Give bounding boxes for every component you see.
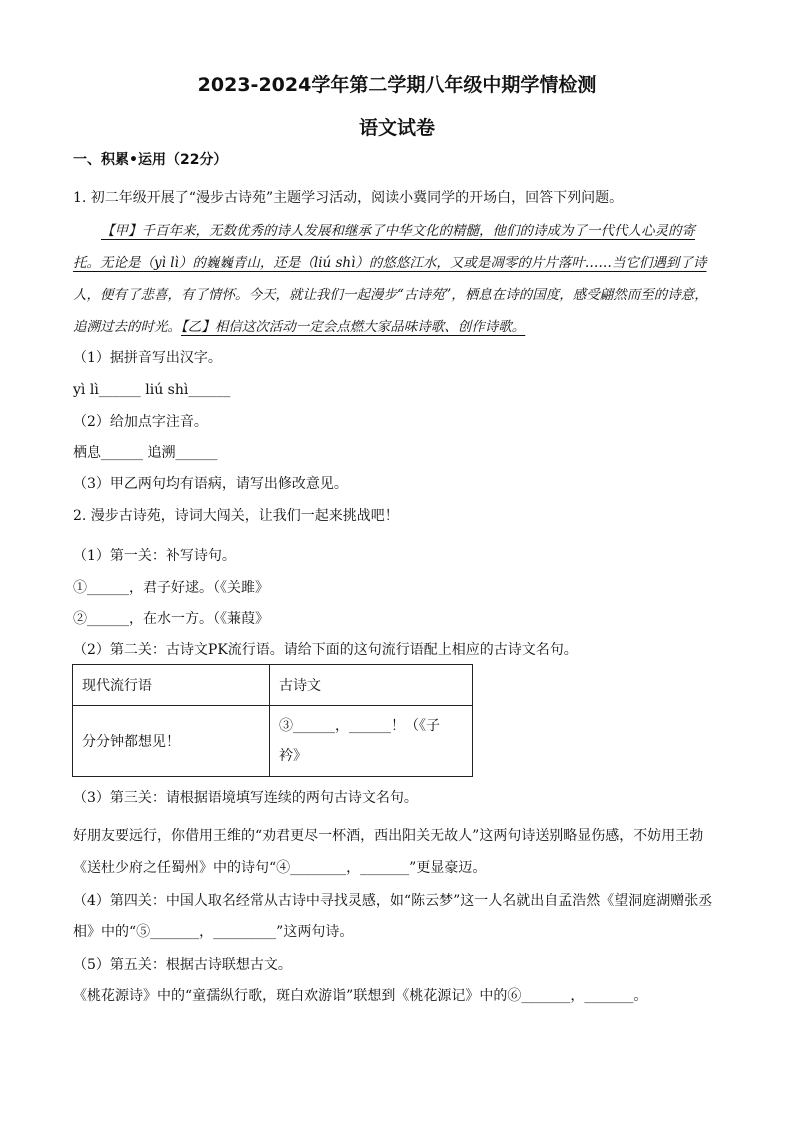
q2-level1-a: ①______，君子好逑。（《关雎》 (73, 580, 269, 596)
q1-sub1-label: （1）据拼音写出汉字。 (73, 350, 222, 366)
passage-line: 【甲】千百年来，无数优秀的诗人发展和继承了中华文化的精髓，他们的诗成为了一代代人心灵的寄 (101, 223, 695, 239)
table-header-cell: 古诗文 (270, 665, 473, 706)
q2-level4-line1: （4）第四关：中国人取名经常从古诗中寻找灵感，如“陈云梦”这一人名就出自孟浩然《望洞庭湖赠张丞 (73, 893, 713, 909)
q2-level3: （3）第三关：请根据语境填写连续的两句古诗文名句。 (73, 790, 418, 806)
exam-title: 2023-2024学年第二学期八年级中期学情检测 (197, 74, 597, 96)
passage-line-part: 追溯过去的时光。 (73, 319, 181, 335)
q1-sub2-blanks: 栖息______ 追溯______ (73, 445, 218, 461)
table-row (73, 706, 473, 777)
q2-level4-line2: 相》中的“⑤_______，_________”这两句诗。 (73, 924, 354, 940)
passage-sentence-yi: 【乙】相信这次活动一定会点燃大家品味诗歌、创作诗歌。 (181, 319, 526, 335)
q2-level3-line2: 《送杜少府之任蜀州》中的诗句“④________，_______”更显豪迈。 (73, 860, 487, 876)
passage-line: 人，便有了悲喜，有了情怀。今天，就让我们一起漫步“古诗苑”，栖息在诗的国度，感受翩然而至的诗意， (73, 287, 708, 303)
table-cell-line: 衿》 (279, 748, 307, 764)
q2-level5-line: 《桃花源诗》中的“童孺纵行歌，斑白欢游诣”联想到《桃花源记》中的⑥_______，_______。 (73, 988, 648, 1004)
q2-level3-line1: 好朋友要远行，你借用王维的“劝君更尽一杯酒，西出阳关无故人”这两句诗送别略显伤感，不妨用王勃 (73, 828, 704, 844)
exam-subtitle: 语文试卷 (358, 117, 435, 139)
question-2-intro: 2. 漫步古诗苑，诗词大闯关，让我们一起来挑战吧！ (73, 508, 399, 524)
section-heading: 一、积累•运用（22分） (73, 152, 228, 168)
table-row (73, 665, 473, 706)
poetry-table (72, 664, 473, 777)
table-cell: 分分钟都想见！ (73, 706, 270, 777)
q1-sub3-label: （3）甲乙两句均有语病，请写出修改意见。 (73, 476, 348, 492)
q2-level1: （1）第一关：补写诗句。 (73, 548, 236, 564)
q2-level1-b: ②______，在水一方。（《蒹葭》 (73, 611, 269, 627)
passage-line (73, 311, 723, 343)
q2-level5: （5）第五关：根据古诗联想古文。 (73, 957, 292, 973)
question-1-intro: 1. 初二年级开展了“漫步古诗苑”主题学习活动，阅读小冀同学的开场白，回答下列问题。 (73, 190, 624, 206)
table-cell (270, 706, 473, 777)
passage (73, 215, 723, 343)
q2-level2: （2）第二关：古诗文PK流行语。请给下面的这句流行语配上相应的古诗文名句。 (73, 642, 578, 658)
table-cell-line: ③______，______！（《子 (279, 718, 440, 734)
q1-sub2-label: （2）给加点字注音。 (73, 414, 208, 430)
q1-sub1-blanks: yì lì______ liú shì______ (73, 382, 231, 398)
table-header-cell: 现代流行语 (73, 665, 270, 706)
passage-line: 托。无论是（yì lì）的巍巍青山，还是（liú shì）的悠悠江水，又或是凋零的片片落叶……当它们遇到了诗 (73, 255, 707, 271)
